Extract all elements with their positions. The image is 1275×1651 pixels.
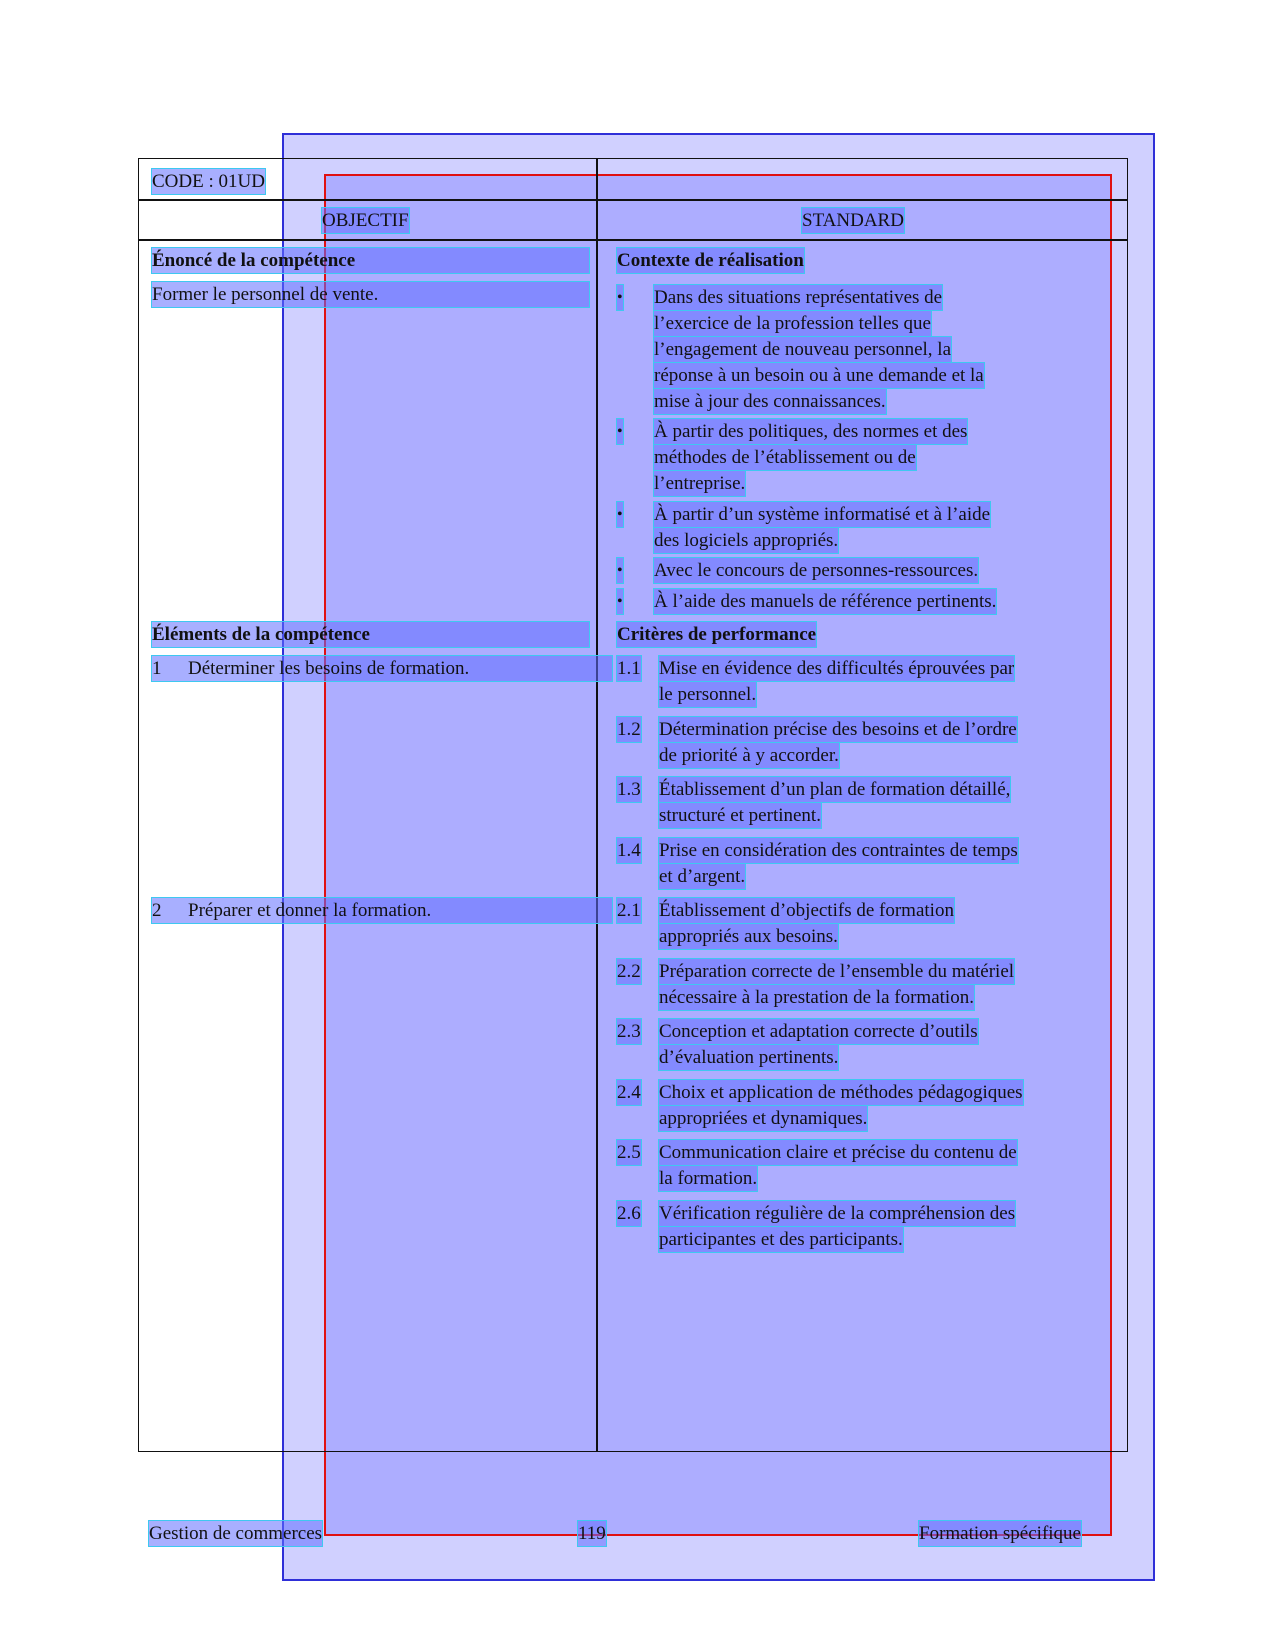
- footer-right: Formation spécifique: [919, 1523, 1081, 1544]
- contexte-bullet: •: [617, 589, 623, 614]
- enonce-title: Énoncé de la compétence: [152, 248, 589, 273]
- contexte-line: À l’aide des manuels de référence pertinents.: [654, 591, 997, 612]
- contexte-line: l’entreprise.: [654, 473, 746, 494]
- header-divider-2: [138, 239, 1128, 241]
- critere-line: nécessaire à la prestation de la formation.: [659, 987, 974, 1008]
- critere-line: la formation.: [659, 1168, 758, 1189]
- critere-line: d’évaluation pertinents.: [659, 1047, 839, 1068]
- contexte-line: Avec le concours de personnes-ressources.: [654, 560, 979, 581]
- critere-line: Préparation correcte de l’ensemble du matériel: [659, 961, 1015, 982]
- critere-line: Communication claire et précise du contenu de: [659, 1142, 1017, 1163]
- critere-line: structuré et pertinent.: [659, 805, 821, 826]
- objectif-header: OBJECTIF: [322, 210, 409, 231]
- contexte-title: Contexte de réalisation: [617, 250, 804, 271]
- critere-line: participantes et des participants.: [659, 1229, 903, 1250]
- critere-line: Mise en évidence des difficultés éprouvées par: [659, 658, 1015, 679]
- critere-number: 1.2: [617, 719, 641, 740]
- contexte-line: méthodes de l’établissement ou de: [654, 447, 916, 468]
- critere-line: Choix et application de méthodes pédagogiques: [659, 1082, 1023, 1103]
- contexte-bullet: •: [617, 285, 623, 310]
- critere-line: de priorité à y accorder.: [659, 745, 839, 766]
- column-divider: [596, 158, 598, 1452]
- contexte-line: réponse à un besoin ou à une demande et la: [654, 365, 984, 386]
- contexte-bullet: •: [617, 502, 623, 527]
- critere-number: 1.3: [617, 779, 641, 800]
- code-label: CODE : 01UD: [152, 171, 265, 192]
- contexte-line: À partir d’un système informatisé et à l’aide: [654, 504, 991, 525]
- critere-line: Prise en considération des contraintes de temps: [659, 840, 1018, 861]
- competence-form-frame: [138, 158, 1128, 1452]
- critere-number: 1.1: [617, 658, 641, 679]
- elements-title: Éléments de la compétence: [152, 622, 589, 647]
- contexte-line: l’exercice de la profession telles que: [654, 313, 931, 334]
- critere-line: et d’argent.: [659, 866, 746, 887]
- critere-line: Détermination précise des besoins et de l’ordre: [659, 719, 1017, 740]
- critere-line: Établissement d’un plan de formation détaillé,: [659, 779, 1011, 800]
- contexte-line: l’engagement de nouveau personnel, la: [654, 339, 952, 360]
- criteres-title: Critères de performance: [617, 624, 817, 645]
- element-number: 2: [152, 900, 162, 921]
- critere-number: 1.4: [617, 840, 641, 861]
- standard-header: STANDARD: [802, 210, 904, 231]
- contexte-bullet: •: [617, 558, 623, 583]
- element-text: Préparer et donner la formation.: [188, 900, 432, 921]
- critere-line: appropriées et dynamiques.: [659, 1108, 868, 1129]
- critere-line: le personnel.: [659, 684, 757, 705]
- header-divider-1: [138, 199, 1128, 201]
- contexte-line: Dans des situations représentatives de: [654, 287, 943, 308]
- element-number: 1: [152, 658, 162, 679]
- critere-line: Établissement d’objectifs de formation: [659, 900, 954, 921]
- page-number: 119: [578, 1523, 606, 1544]
- contexte-line: À partir des politiques, des normes et des: [654, 421, 968, 442]
- critere-number: 2.1: [617, 900, 641, 921]
- element-2: [152, 898, 612, 923]
- critere-line: Vérification régulière de la compréhension des: [659, 1203, 1016, 1224]
- critere-number: 2.3: [617, 1021, 641, 1042]
- critere-line: appropriés aux besoins.: [659, 926, 838, 947]
- element-text: Déterminer les besoins de formation.: [188, 658, 470, 679]
- footer-left: Gestion de commerces: [149, 1523, 323, 1544]
- critere-number: 2.2: [617, 961, 641, 982]
- critere-line: Conception et adaptation correcte d’outils: [659, 1021, 978, 1042]
- enonce-text: Former le personnel de vente.: [152, 282, 589, 307]
- critere-number: 2.4: [617, 1082, 641, 1103]
- contexte-line: des logiciels appropriés.: [654, 530, 839, 551]
- element-1: [152, 656, 612, 681]
- critere-number: 2.6: [617, 1203, 641, 1224]
- critere-number: 2.5: [617, 1142, 641, 1163]
- contexte-line: mise à jour des connaissances.: [654, 391, 886, 412]
- contexte-bullet: •: [617, 419, 623, 444]
